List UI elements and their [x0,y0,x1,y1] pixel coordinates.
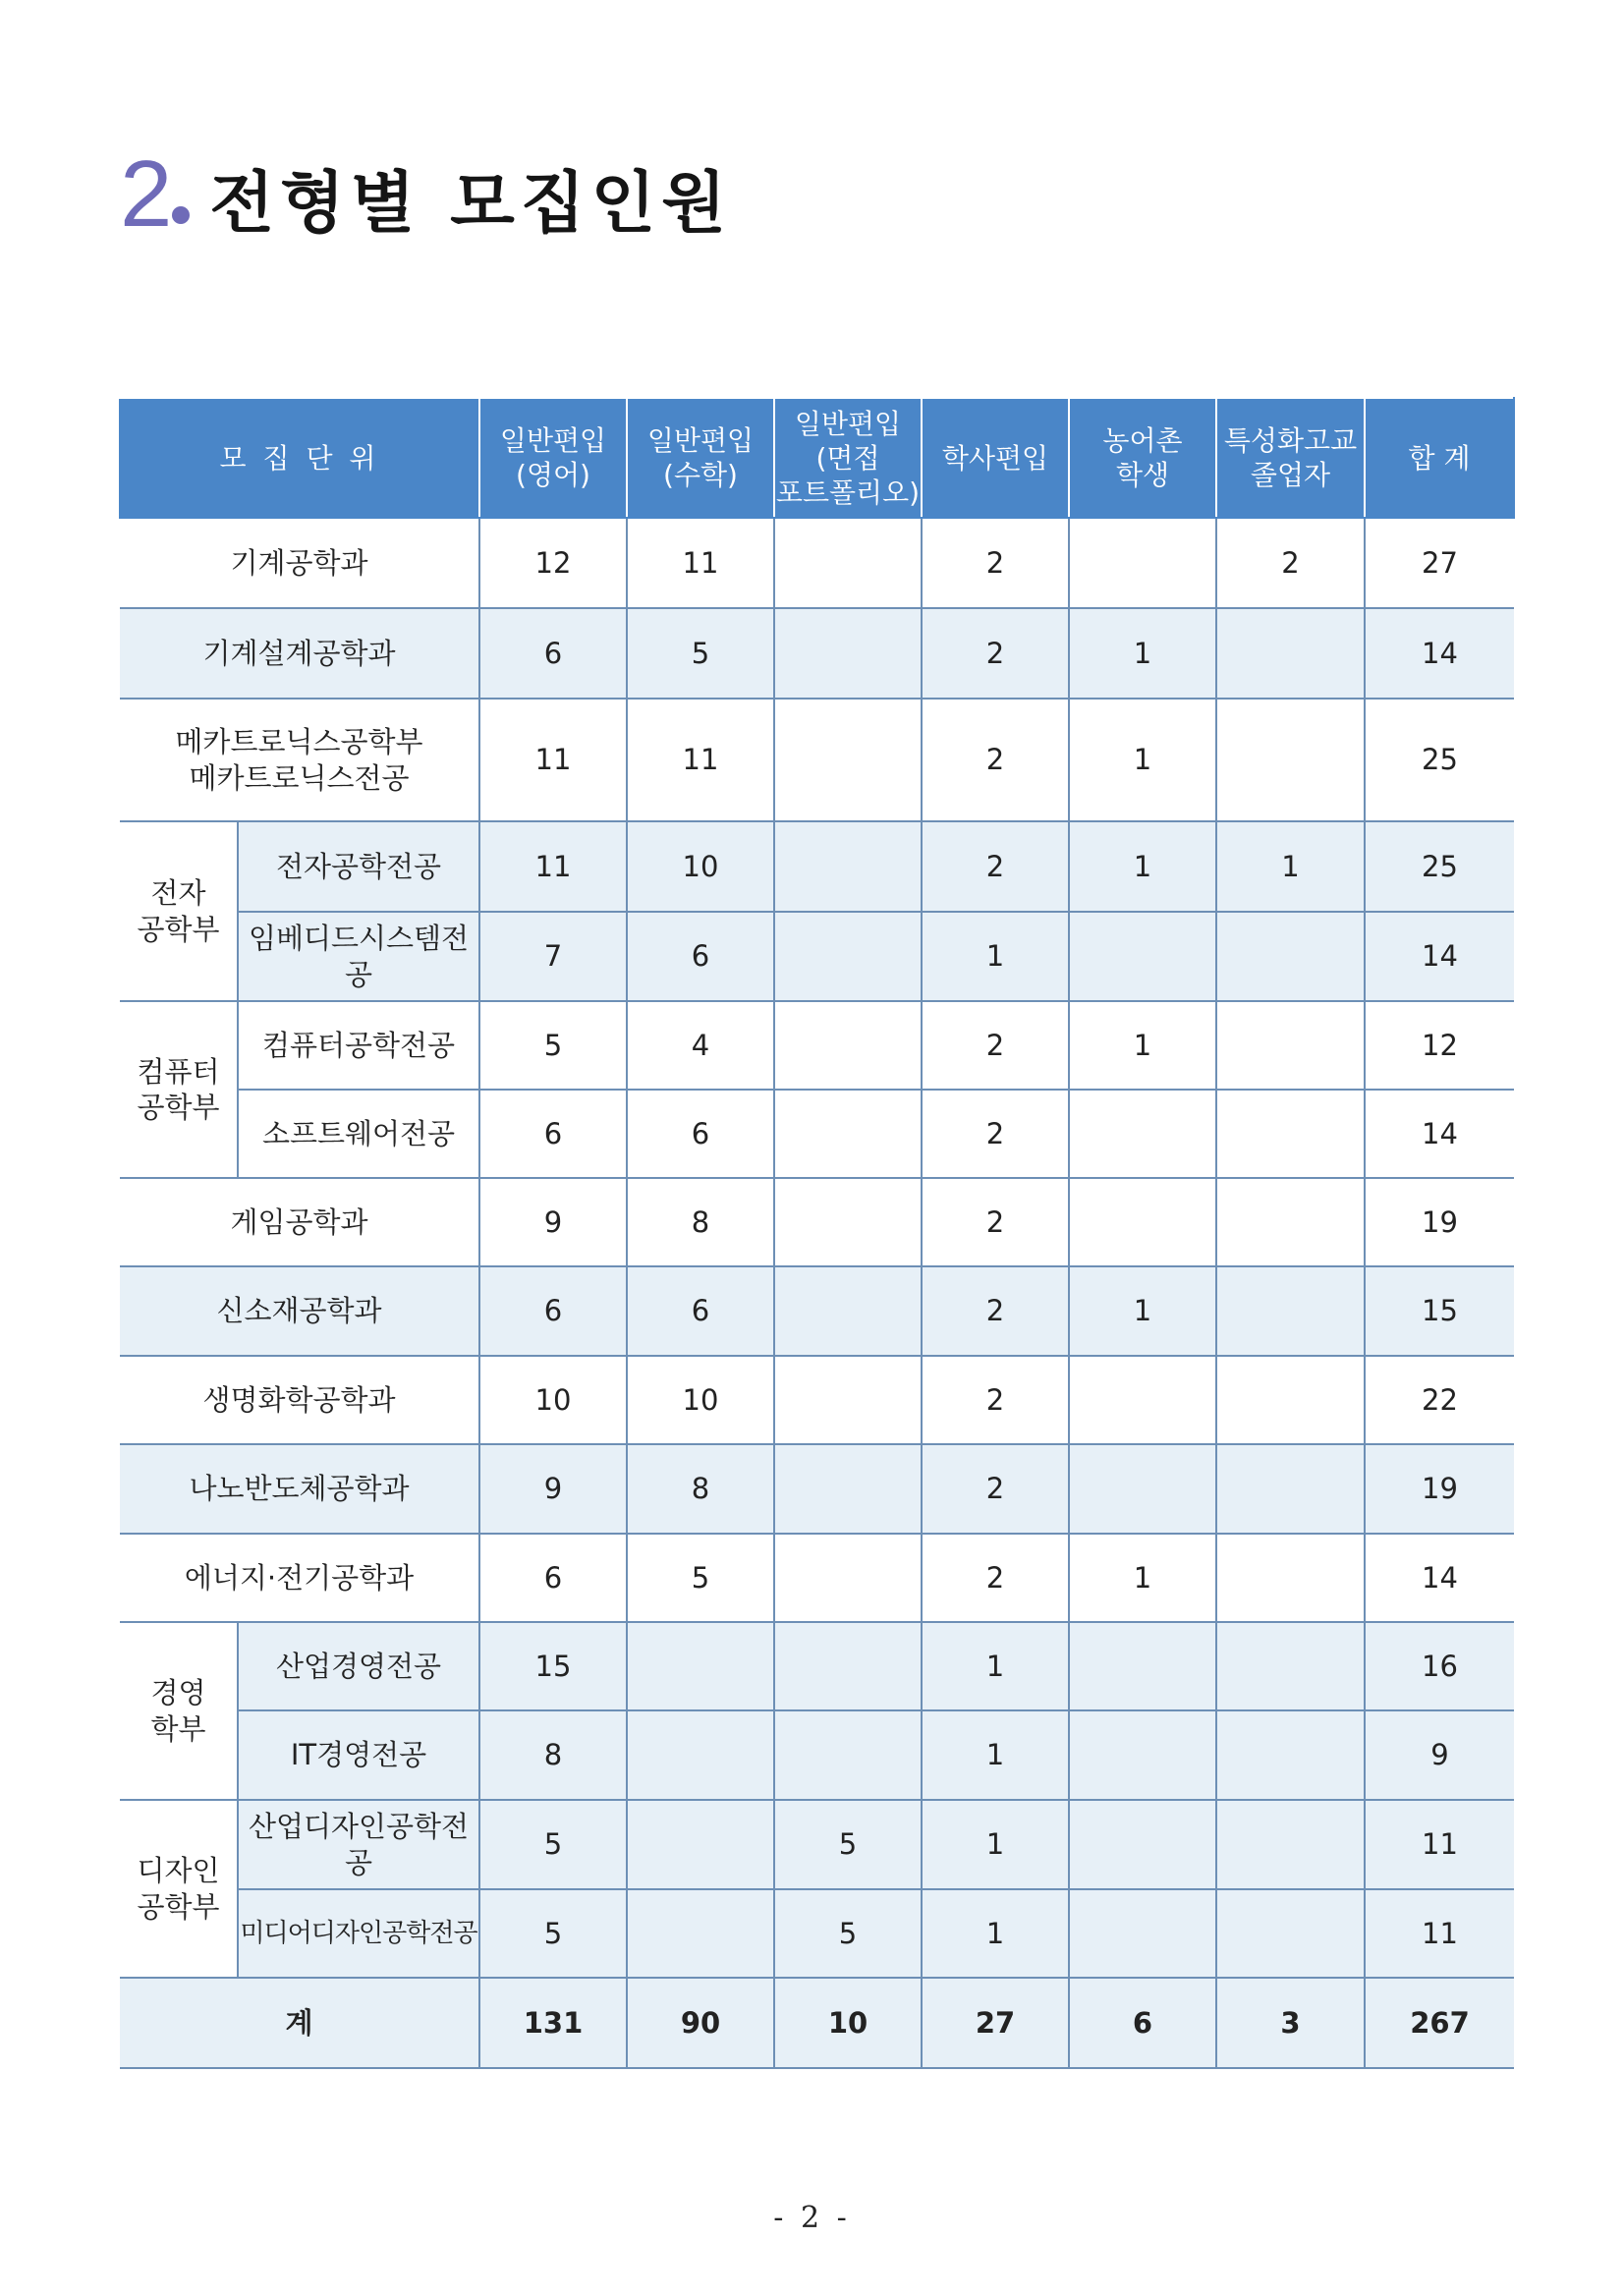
value-cell: 11 [1365,1889,1514,1978]
value-cell: 9 [479,1178,627,1266]
value-cell [1069,1622,1216,1710]
value-cell [627,1800,774,1889]
column-header [479,398,627,518]
value-cell: 5 [774,1889,922,1978]
value-cell [774,518,922,608]
section-number: 2 [120,141,171,247]
value-cell [774,912,922,1001]
group-cell [120,1001,238,1178]
value-cell [774,608,922,699]
total-value-cell: 6 [1069,1978,1216,2068]
value-cell: 2 [922,1001,1069,1090]
value-cell [774,1710,922,1800]
group-line: 공학부 [137,912,220,946]
group-line: 공학부 [137,1091,220,1124]
column-header [922,398,1069,518]
table-row [120,608,1514,699]
major-cell: 산업경영전공 [238,1622,479,1710]
value-cell: 14 [1365,912,1514,1001]
total-value-cell: 131 [479,1978,627,2068]
section-title [120,141,732,247]
column-header [1216,398,1365,518]
total-value-cell: 267 [1365,1978,1514,2068]
value-cell: 6 [479,1090,627,1178]
column-header [1365,398,1514,518]
value-cell [1216,1356,1365,1444]
value-cell: 8 [627,1444,774,1534]
value-cell: 15 [1365,1266,1514,1356]
value-cell: 1 [1069,608,1216,699]
table-row [120,1356,1514,1444]
value-cell [774,1356,922,1444]
value-cell: 1 [922,912,1069,1001]
total-value-cell: 27 [922,1978,1069,2068]
section-number-dot [172,206,190,224]
group-cell [120,1800,238,1978]
value-cell [774,1001,922,1090]
column-header-line: (면접 [815,441,880,475]
value-cell: 2 [922,518,1069,608]
value-cell: 1 [1069,1266,1216,1356]
value-cell: 8 [627,1178,774,1266]
table-row [120,1534,1514,1622]
major-cell: 컴퓨터공학전공 [238,1001,479,1090]
value-cell [774,699,922,821]
unit-cell [120,699,479,821]
value-cell: 7 [479,912,627,1001]
value-cell [1216,1534,1365,1622]
value-cell: 22 [1365,1356,1514,1444]
value-cell: 11 [1365,1800,1514,1889]
value-cell: 2 [922,1090,1069,1178]
value-cell [1069,1889,1216,1978]
value-cell [774,1622,922,1710]
value-cell: 5 [627,1534,774,1622]
value-cell: 12 [479,518,627,608]
group-line: 학부 [150,1711,206,1746]
section-heading: 전형별 모집인원 [209,165,732,243]
total-value-cell: 3 [1216,1978,1365,2068]
unit-cell: 생명화학공학과 [120,1356,479,1444]
value-cell: 2 [922,608,1069,699]
value-cell: 1 [1069,821,1216,912]
column-header [627,398,774,518]
value-cell [627,1710,774,1800]
column-header-line: 특성화고교 [1223,424,1358,457]
value-cell [1216,1444,1365,1534]
table-row [120,1889,1514,1978]
value-cell [627,1622,774,1710]
page-number: - 2 - [773,2201,851,2235]
value-cell: 14 [1365,1090,1514,1178]
value-cell: 2 [922,1534,1069,1622]
value-cell: 11 [479,821,627,912]
value-cell: 2 [922,1266,1069,1356]
value-cell: 27 [1365,518,1514,608]
column-header-line: 학사편입 [941,441,1049,475]
value-cell: 11 [627,699,774,821]
major-cell: IT경영전공 [238,1710,479,1800]
value-cell: 11 [479,699,627,821]
value-cell: 6 [627,912,774,1001]
column-header-line: 일반편입 [646,424,755,457]
value-cell: 1 [922,1710,1069,1800]
value-cell: 1 [1069,1001,1216,1090]
value-cell [1216,1090,1365,1178]
value-cell [1216,912,1365,1001]
column-header-line: 일반편입 [794,407,902,440]
value-cell [1216,1178,1365,1266]
recruitment-table [119,397,1515,2069]
table-row [120,912,1514,1001]
value-cell: 25 [1365,821,1514,912]
table-header [120,398,1514,518]
column-header-line: 모 집 단 위 [219,441,380,475]
group-line: 디자인 [137,1854,220,1888]
column-header-line: 합 계 [1408,441,1471,475]
total-label: 계 [120,1978,479,2068]
value-cell: 9 [1365,1710,1514,1800]
major-cell: 소프트웨어전공 [238,1090,479,1178]
value-cell [627,1889,774,1978]
value-cell [774,1266,922,1356]
value-cell: 6 [479,1266,627,1356]
major-cell: 산업디자인공학전공 [238,1800,479,1889]
major-cell: 임베디드시스템전공 [238,912,479,1001]
unit-cell: 나노반도체공학과 [120,1444,479,1534]
value-cell: 9 [479,1444,627,1534]
table-row [120,1800,1514,1889]
value-cell: 1 [1216,821,1365,912]
value-cell: 6 [627,1090,774,1178]
column-header-line: 일반편입 [499,424,607,457]
table-row [120,1266,1514,1356]
value-cell [1216,1266,1365,1356]
value-cell: 1 [1069,699,1216,821]
value-cell: 5 [479,1001,627,1090]
value-cell [774,1534,922,1622]
value-cell: 6 [479,1534,627,1622]
table-body [120,518,1514,2068]
table-row [120,1622,1514,1710]
value-cell: 1 [922,1622,1069,1710]
value-cell: 25 [1365,699,1514,821]
value-cell [1069,1710,1216,1800]
column-header-line: (수학) [663,459,738,491]
value-cell: 2 [922,1178,1069,1266]
total-row [120,1978,1514,2068]
group-line: 공학부 [137,1889,220,1924]
value-cell: 10 [479,1356,627,1444]
value-cell: 1 [922,1889,1069,1978]
value-cell [774,1178,922,1266]
total-value-cell: 90 [627,1978,774,2068]
value-cell: 2 [922,1356,1069,1444]
value-cell [1069,1090,1216,1178]
group-cell [120,1622,238,1800]
table-row [120,518,1514,608]
value-cell [774,1090,922,1178]
value-cell [1216,608,1365,699]
table-row [120,1178,1514,1266]
unit-cell: 신소재공학과 [120,1266,479,1356]
group-line: 경영 [150,1676,206,1710]
column-header-line: 학생 [1115,459,1170,491]
value-cell [1069,1444,1216,1534]
value-cell: 5 [774,1800,922,1889]
column-header [774,398,922,518]
value-cell: 6 [479,608,627,699]
value-cell: 5 [479,1889,627,1978]
value-cell: 5 [627,608,774,699]
value-cell [1069,518,1216,608]
value-cell: 2 [922,821,1069,912]
value-cell: 2 [922,1444,1069,1534]
value-cell: 12 [1365,1001,1514,1090]
value-cell: 11 [627,518,774,608]
value-cell: 2 [922,699,1069,821]
value-cell [1216,699,1365,821]
major-cell: 미디어디자인공학전공 [238,1889,479,1978]
value-cell [1216,1622,1365,1710]
column-header-line: 포트폴리오) [775,476,921,509]
column-header [120,398,479,518]
value-cell [1069,1800,1216,1889]
column-header-line: 졸업자 [1250,459,1331,491]
value-cell [774,1444,922,1534]
unit-cell: 기계설계공학과 [120,608,479,699]
value-cell: 10 [627,821,774,912]
value-cell: 2 [1216,518,1365,608]
value-cell [1216,1710,1365,1800]
value-cell [1069,1178,1216,1266]
column-header-line: (영어) [516,459,590,491]
value-cell [1069,1356,1216,1444]
value-cell: 14 [1365,608,1514,699]
value-cell: 6 [627,1266,774,1356]
table-row [120,1090,1514,1178]
value-cell: 15 [479,1622,627,1710]
value-cell: 1 [922,1800,1069,1889]
value-cell [1069,912,1216,1001]
value-cell: 19 [1365,1444,1514,1534]
group-line: 컴퓨터 [137,1054,220,1089]
major-cell: 전자공학전공 [238,821,479,912]
unit-line: 메카트로닉스전공 [189,760,410,795]
value-cell [1216,1800,1365,1889]
unit-cell: 에너지·전기공학과 [120,1534,479,1622]
value-cell: 5 [479,1800,627,1889]
group-cell [120,821,238,1001]
value-cell: 8 [479,1710,627,1800]
column-header [1069,398,1216,518]
table-row [120,1001,1514,1090]
value-cell [1216,1889,1365,1978]
table-row [120,699,1514,821]
unit-line: 메카트로닉스공학부 [175,725,423,759]
value-cell: 1 [1069,1534,1216,1622]
value-cell: 14 [1365,1534,1514,1622]
value-cell: 19 [1365,1178,1514,1266]
value-cell: 10 [627,1356,774,1444]
value-cell: 4 [627,1001,774,1090]
total-value-cell: 10 [774,1978,922,2068]
column-header-line: 농어촌 [1102,424,1183,457]
table-row [120,1444,1514,1534]
value-cell [774,821,922,912]
table-row [120,1710,1514,1800]
value-cell: 16 [1365,1622,1514,1710]
unit-cell: 기계공학과 [120,518,479,608]
unit-cell: 게임공학과 [120,1178,479,1266]
value-cell [1216,1001,1365,1090]
table-row [120,821,1514,912]
group-line: 전자 [150,876,206,911]
